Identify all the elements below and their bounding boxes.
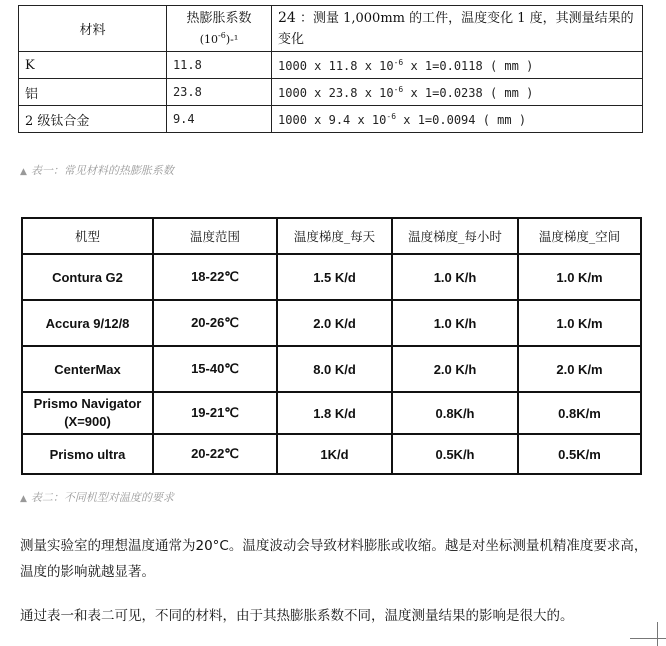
range-cell: 20-22℃ [153, 434, 277, 474]
header-gradient-day: 温度梯度_每天 [277, 218, 392, 254]
day-cell: 1K/d [277, 434, 392, 474]
calc-a: 1000 x 11.8 x 10 [278, 58, 394, 73]
calc-exp: -6 [386, 111, 397, 121]
space-cell: 1.0 K/m [518, 254, 641, 300]
header-gradient-hour: 温度梯度_每小时 [392, 218, 518, 254]
coef-unit-exp: -6 [218, 30, 226, 40]
triangle-icon: ▲ [20, 494, 27, 504]
header-coefficient [166, 6, 271, 52]
table-row [22, 254, 641, 300]
model-line-2: (X=900) [64, 414, 111, 429]
table-row [22, 346, 641, 392]
calc-cell [272, 52, 643, 79]
coef-unit-tail: ) [225, 32, 231, 46]
calc-b: x 1=0.0238 ( mm ) [403, 85, 534, 100]
model-cell: Accura 9/12/8 [22, 300, 153, 346]
table-row [19, 106, 643, 133]
table-row [19, 52, 643, 79]
space-cell: 1.0 K/m [518, 300, 641, 346]
table-row [22, 300, 641, 346]
range-cell: 19-21℃ [153, 392, 277, 434]
header-coef-title: 热膨胀系数 [186, 10, 252, 26]
table2-header-row [22, 218, 641, 254]
table1-caption [20, 162, 174, 178]
calc-cell [272, 79, 643, 106]
header-note [272, 6, 643, 52]
day-cell: 2.0 K/d [277, 300, 392, 346]
header-gradient-space: 温度梯度_空间 [518, 218, 641, 254]
range-cell: 18-22℃ [153, 254, 277, 300]
calc-b: x 1=0.0094 ( mm ) [396, 112, 527, 127]
day-cell: 1.5 K/d [277, 254, 392, 300]
day-cell: 1.8 K/d [277, 392, 392, 434]
hour-cell: 1.0 K/h [392, 300, 518, 346]
space-cell: 2.0 K/m [518, 346, 641, 392]
space-cell: 0.8K/m [518, 392, 641, 434]
hour-cell: 1.0 K/h [392, 254, 518, 300]
triangle-icon: ▲ [20, 167, 27, 177]
table-row [22, 392, 641, 434]
model-cell [22, 392, 153, 434]
page-corner-mark [630, 638, 666, 639]
calc-cell [272, 106, 643, 133]
machine-temperature-table [21, 217, 642, 475]
table1-header-row [19, 6, 643, 52]
space-cell: 0.5K/m [518, 434, 641, 474]
header-note-num: 24 [278, 9, 296, 26]
day-cell: 8.0 K/d [277, 346, 392, 392]
calc-a: 1000 x 9.4 x 10 [278, 112, 387, 127]
table-row [19, 79, 643, 106]
caption-text: 表二：不同机型对温度的要求 [30, 491, 174, 504]
thermal-expansion-table [18, 5, 643, 133]
table2-caption [20, 489, 174, 505]
material-cell: K [19, 52, 167, 79]
coef-unit-base: (10 [199, 32, 219, 46]
caption-text: 表一：常见材料的热膨胀系数 [30, 164, 174, 177]
coef-unit-right: -¹ [230, 32, 239, 46]
header-material: 材料 [19, 6, 167, 52]
calc-exp: -6 [393, 57, 404, 67]
material-cell: 铝 [19, 79, 167, 106]
header-coef-unit [199, 30, 239, 46]
calc-a: 1000 x 23.8 x 10 [278, 85, 394, 100]
range-cell: 15-40℃ [153, 346, 277, 392]
body-paragraph: 通过表一和表二可见，不同的材料，由于其热膨胀系数不同，温度测量结果的影响是很大的。 [20, 608, 574, 624]
hour-cell: 2.0 K/h [392, 346, 518, 392]
model-cell: Contura G2 [22, 254, 153, 300]
hour-cell: 0.5K/h [392, 434, 518, 474]
coef-cell: 23.8 [166, 79, 271, 106]
model-line-1: Prismo Navigator [33, 396, 142, 411]
material-cell: 2 级钛合金 [19, 106, 167, 133]
model-cell: Prismo ultra [22, 434, 153, 474]
coef-cell: 11.8 [166, 52, 271, 79]
hour-cell: 0.8K/h [392, 392, 518, 434]
page-corner-mark [657, 622, 658, 646]
header-model: 机型 [22, 218, 153, 254]
header-temp-range: 温度范围 [153, 218, 277, 254]
body-paragraph: 测量实验室的理想温度通常为20°C。温度波动会导致材料膨胀或收缩。越是对坐标测量机精准度要求高，温度的影响就越显著。 [20, 538, 648, 580]
calc-exp: -6 [393, 84, 404, 94]
table-row [22, 434, 641, 474]
range-cell: 20-26℃ [153, 300, 277, 346]
calc-b: x 1=0.0118 ( mm ) [403, 58, 534, 73]
header-note-text: ：测量 1,000mm 的工件，温度变化 1 度，其测量结果的变化 [278, 10, 634, 47]
coef-cell: 9.4 [166, 106, 271, 133]
model-cell: CenterMax [22, 346, 153, 392]
